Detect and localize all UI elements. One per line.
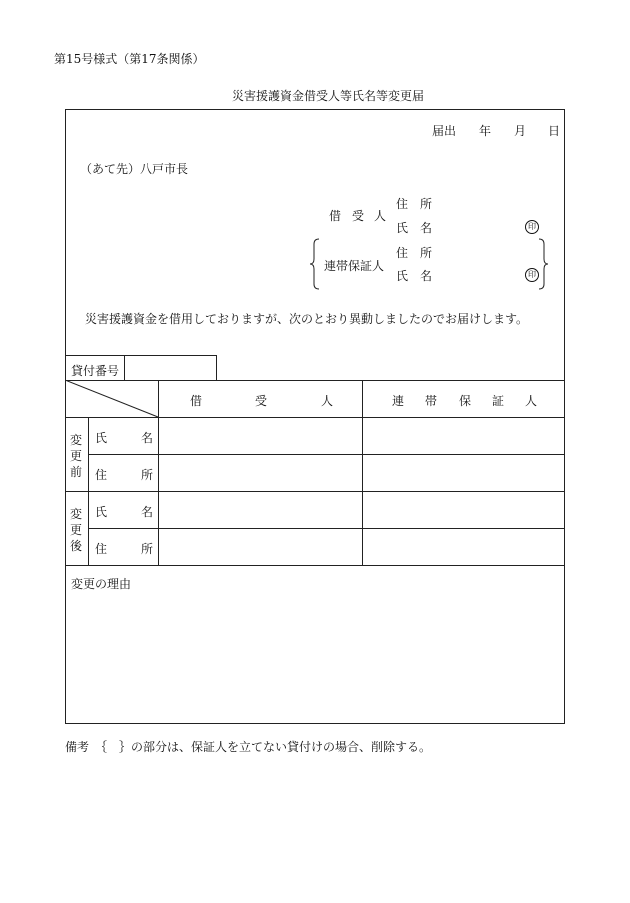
form-title: 災害援護資金借受人等氏名等変更届 bbox=[232, 89, 425, 103]
borrower-name-label-2: 名 bbox=[420, 221, 433, 235]
before-guarantor-name-field[interactable] bbox=[363, 418, 564, 453]
borrower-address-label-1: 住 bbox=[396, 197, 409, 211]
header-diagonal-line bbox=[65, 380, 159, 418]
guarantor-label: 連帯保証人 bbox=[324, 259, 385, 273]
left-brace-icon bbox=[309, 238, 321, 290]
date-label-year: 年 bbox=[479, 124, 492, 138]
guarantor-address-label-1: 住 bbox=[396, 246, 409, 260]
borrower-name-label-1: 氏 bbox=[396, 221, 409, 235]
date-label-day: 日 bbox=[548, 124, 561, 138]
borrower-seal-mark: 印 bbox=[525, 220, 539, 234]
borrower-label-1: 借 bbox=[329, 209, 342, 223]
before-borrower-name-field[interactable] bbox=[159, 418, 361, 453]
form-number: 第15号様式（第17条関係） bbox=[54, 52, 205, 66]
after-borrower-name-field[interactable] bbox=[159, 492, 361, 527]
guarantor-seal-mark: 印 bbox=[525, 268, 539, 282]
reason-label: 変更の理由 bbox=[71, 577, 132, 591]
reason-field[interactable] bbox=[66, 592, 564, 723]
borrower-address-label-2: 所 bbox=[420, 197, 433, 211]
footnote: 備考 ｛ ｝の部分は、保証人を立てない貸付けの場合、削除する。 bbox=[65, 740, 432, 754]
borrower-label-2: 受 bbox=[352, 209, 365, 223]
borrower-label-3: 人 bbox=[374, 209, 387, 223]
loan-number-label: 貸付番号 bbox=[71, 364, 120, 378]
right-brace-icon bbox=[537, 238, 549, 290]
after-guarantor-address-field[interactable] bbox=[363, 529, 564, 564]
guarantor-name-label-2: 名 bbox=[420, 269, 433, 283]
loan-number-field[interactable] bbox=[125, 356, 215, 379]
statement-text: 災害援護資金を借用しておりますが、次のとおり異動しましたのでお届けします。 bbox=[85, 312, 529, 326]
date-label-month: 月 bbox=[514, 124, 527, 138]
before-guarantor-address-field[interactable] bbox=[363, 455, 564, 490]
after-guarantor-name-field[interactable] bbox=[363, 492, 564, 527]
addressee: （あて先）八戸市長 bbox=[80, 162, 189, 176]
guarantor-address-label-2: 所 bbox=[420, 246, 433, 260]
before-borrower-address-field[interactable] bbox=[159, 455, 361, 490]
guarantor-name-label-1: 氏 bbox=[396, 269, 409, 283]
date-label-filed: 届出 bbox=[432, 124, 457, 138]
after-borrower-address-field[interactable] bbox=[159, 529, 361, 564]
